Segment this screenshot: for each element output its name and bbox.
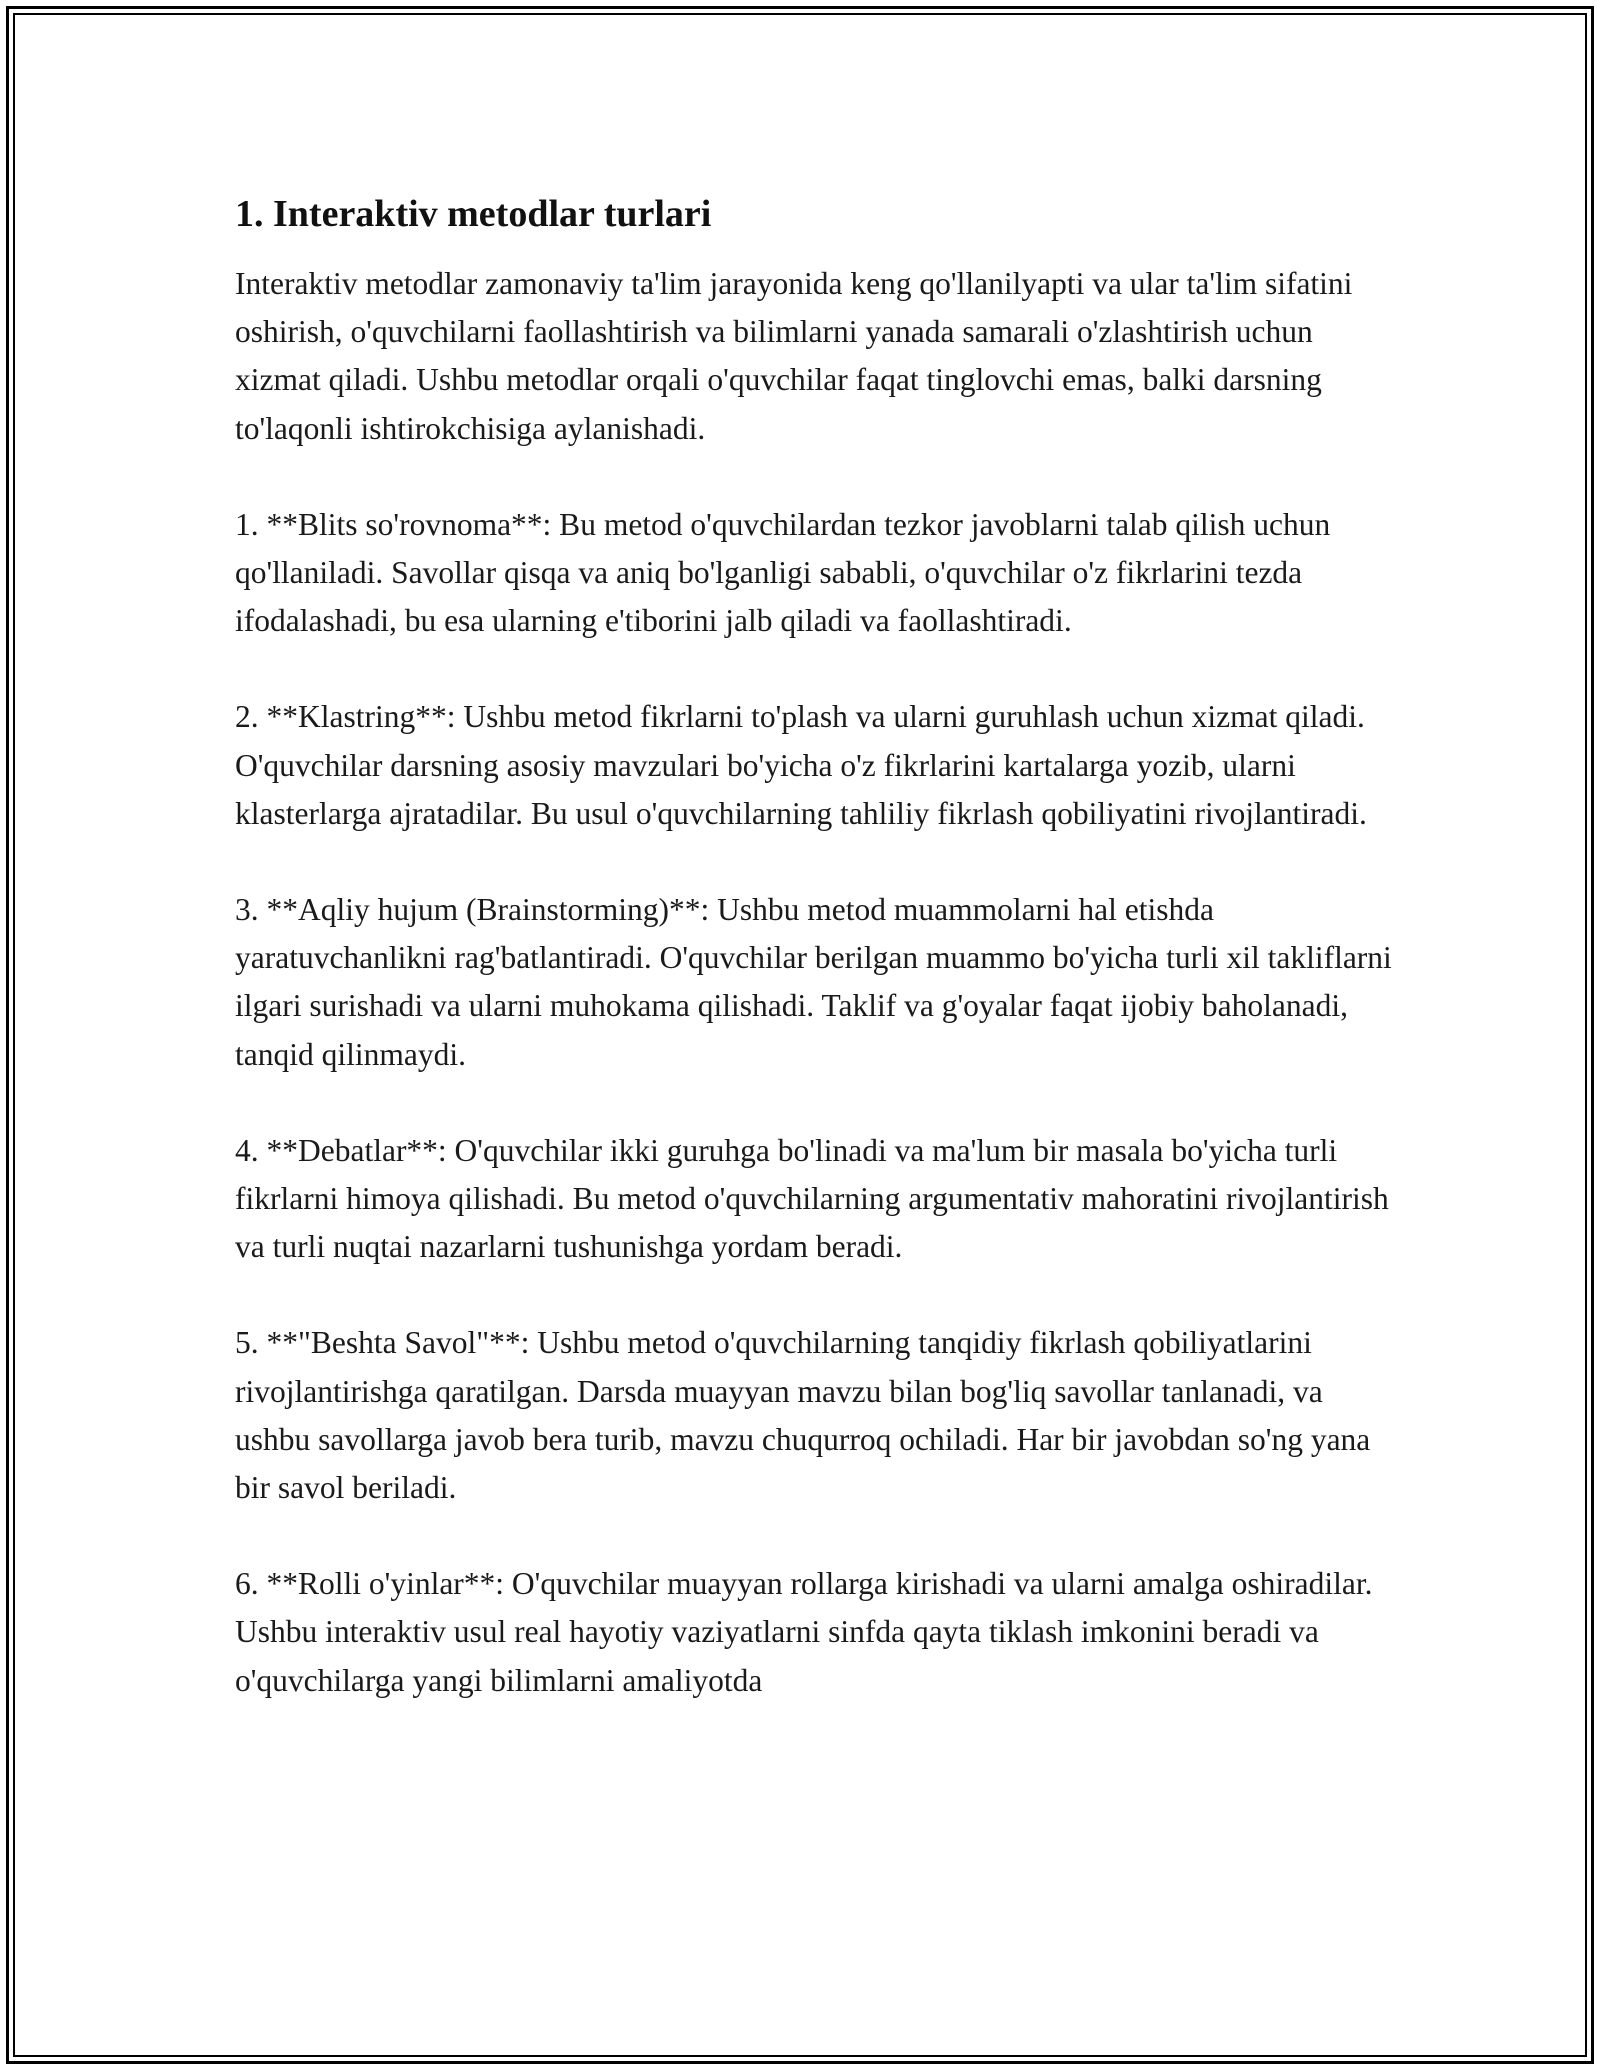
document-body — [235, 188, 1395, 1753]
method-klastring-paragraph: 2. **Klastring**: Ushbu metod fikrlarni to'plash va ularni guruhlash uchun xizmat qiladi. O'quvchilar darsning asosiy mavzulari bo'yicha o'z fikrlarini kartalarga yozib, ularni klasterlarga ajratadilar. Bu usul o'quvchilarning tahliliy fikrlash qobiliyatini rivojlantiradi. — [235, 699, 1367, 831]
intro-paragraph: Interaktiv metodlar zamonaviy ta'lim jarayonida keng qo'llanilyapti va ular ta'lim sifatini oshirish, o'quvchilarni faollashtirish va bilimlarni yanada samarali o'zlashtirish uchun xizmat qiladi. Ushbu metodlar orqali o'quvchilar faqat tinglovchi emas, balki darsning to'laqonli ishtirokchisiga aylanishadi. — [235, 266, 1353, 446]
method-debatlar-paragraph: 4. **Debatlar**: O'quvchilar ikki guruhga bo'linadi va ma'lum bir masala bo'yicha turli fikrlarni himoya qilishadi. Bu metod o'quvchilarning argumentativ mahoratini rivojlantirish va turli nuqtai nazarlarni tushunishga yordam beradi. — [235, 1132, 1389, 1265]
method-aqliy-hujum-paragraph: 3. **Aqliy hujum (Brainstorming)**: Ushbu metod muammolarni hal etishda yaratuvchanlikni rag'batlantiradi. O'quvchilar berilgan muammo bo'yicha turli xil takliflarni ilgari surishadi va ularni muhokama qilishadi. Taklif va g'oyalar faqat ijobiy baholanadi, tanqid qilinmaydi. — [235, 892, 1392, 1072]
section-heading: 1. Interaktiv metodlar turlari — [235, 193, 712, 235]
method-blits-paragraph: 1. **Blits so'rovnoma**: Bu metod o'quvchilardan tezkor javoblarni talab qilish uchun qo'llaniladi. Savollar qisqa va aniq bo'lganligi sababli, o'quvchilar o'z fikrlarini tezda ifodalashadi, bu esa ularning e'tiborini jalb qiladi va faollashtiradi. — [235, 506, 1331, 639]
method-rolli-oyinlar-paragraph: 6. **Rolli o'yinlar**: O'quvchilar muayyan rollarga kirishadi va ularni amalga oshiradilar. Ushbu interaktiv usul real hayotiy vaziyatlarni sinfda qayta tiklash imkonini beradi va o'quvchilarga yangi bilimlarni amaliyotda — [235, 1566, 1373, 1698]
method-beshta-savol-paragraph: 5. **"Beshta Savol"**: Ushbu metod o'quvchilarning tanqidiy fikrlash qobiliyatlarini rivojlantirishga qaratilgan. Darsda muayyan mavzu bilan bog'liq savollar tanlanadi, va ushbu savollarga javob bera turib, mavzu chuqurroq ochiladi. Har bir javobdan so'ng yana bir savol beriladi. — [235, 1325, 1371, 1506]
